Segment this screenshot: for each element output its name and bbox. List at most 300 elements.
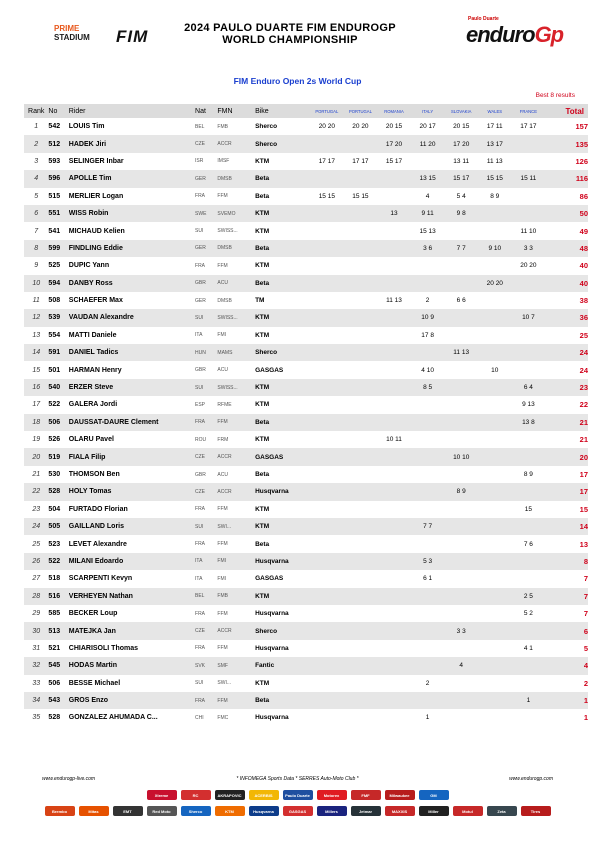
results-table xyxy=(24,104,588,727)
rider-number: 528 xyxy=(48,714,61,722)
event-points xyxy=(377,414,411,431)
total-points: 126 xyxy=(575,156,588,166)
federation: FFM xyxy=(217,610,228,617)
sponsor-logo: Husqvarna xyxy=(249,806,279,816)
event-points xyxy=(344,640,378,657)
total-points: 49 xyxy=(579,226,588,236)
bike-brand: KTM xyxy=(255,157,270,165)
rank-cell: 20 xyxy=(24,448,48,465)
col-event: ITALY xyxy=(411,104,445,118)
event-points xyxy=(377,675,411,692)
sponsor-logo: Miller xyxy=(419,806,449,816)
event-points xyxy=(411,605,445,622)
event-points xyxy=(344,501,378,518)
rank-cell: 8 xyxy=(24,240,48,257)
nationality: SWE xyxy=(195,205,217,222)
rank-cell: 24 xyxy=(24,518,48,535)
rider-number: 542 xyxy=(48,123,61,131)
event-points xyxy=(310,170,344,187)
event-points xyxy=(310,275,344,292)
col-event: WALES xyxy=(478,104,512,118)
sponsor-logo: Red Moto xyxy=(147,806,177,816)
event-points xyxy=(512,448,546,465)
event-points xyxy=(310,205,344,222)
federation: FFM xyxy=(217,193,228,200)
event-points xyxy=(444,396,478,413)
total-points: 157 xyxy=(575,122,588,132)
event-points xyxy=(478,640,512,657)
col-nat: Nat xyxy=(195,104,217,118)
event-points xyxy=(478,675,512,692)
event-points xyxy=(377,344,411,361)
sponsor-logo: Paulo Duarte xyxy=(283,790,313,800)
col-event: ROMANIA xyxy=(377,104,411,118)
federation: FMI xyxy=(217,332,227,339)
event-points xyxy=(344,709,378,726)
rider-name: SCHAEFER Max xyxy=(68,297,123,305)
total-points: 7 xyxy=(545,588,588,605)
rank-cell: 26 xyxy=(24,553,48,570)
event-points xyxy=(377,483,411,500)
bike-brand: KTM xyxy=(255,401,270,409)
event-points xyxy=(512,361,546,378)
table-row xyxy=(24,396,588,413)
event-points xyxy=(310,570,344,587)
event-points: 10 7 xyxy=(512,309,546,326)
rider-name: FIALA Filip xyxy=(69,448,195,465)
table-row xyxy=(24,205,588,222)
event-points xyxy=(444,327,478,344)
event-points xyxy=(310,535,344,552)
event-points: 15 15 xyxy=(318,192,335,200)
nationality: SUI xyxy=(195,309,217,326)
event-points xyxy=(344,292,378,309)
rank-cell: 33 xyxy=(32,679,41,687)
event-points xyxy=(310,431,344,448)
table-row xyxy=(24,170,588,187)
event-points xyxy=(444,361,478,378)
event-points xyxy=(310,257,344,274)
event-points xyxy=(512,553,546,570)
table-row xyxy=(24,414,588,431)
table-row xyxy=(24,118,588,135)
event-points xyxy=(478,553,512,570)
event-points xyxy=(411,640,445,657)
total-points: 25 xyxy=(579,330,588,340)
sponsor-logo: AKRAPOVIC xyxy=(215,790,245,800)
rank-cell: 15 xyxy=(32,366,41,374)
event-points xyxy=(377,448,411,465)
event-points: 2 xyxy=(425,297,430,305)
rank-cell: 2 xyxy=(24,135,48,152)
total-points: 40 xyxy=(545,275,588,292)
rank-cell: 30 xyxy=(24,622,48,639)
event-points xyxy=(377,640,411,657)
table-row xyxy=(24,588,588,605)
event-points: 13 11 xyxy=(453,157,470,165)
sponsor-logo: GASGAS xyxy=(283,806,313,816)
fim-logo: FIM xyxy=(116,27,149,46)
event-points: 11 10 xyxy=(520,227,537,235)
total-points: 135 xyxy=(545,135,588,152)
event-points xyxy=(444,535,478,552)
event-points xyxy=(344,240,378,257)
event-points: 7 7 xyxy=(411,518,445,535)
event-points: 9 11 xyxy=(411,205,445,222)
table-row xyxy=(24,309,588,326)
table-header-row xyxy=(24,104,588,118)
event-points xyxy=(444,675,478,692)
event-points xyxy=(444,640,478,657)
col-rank: Rank xyxy=(24,104,48,118)
nationality: ITA xyxy=(195,332,203,339)
event-points: 3 6 xyxy=(411,240,445,257)
event-points xyxy=(478,414,512,431)
rider-number: 513 xyxy=(48,622,68,639)
rider-number: 596 xyxy=(48,170,68,187)
rank-cell: 14 xyxy=(24,344,48,361)
table-row xyxy=(24,483,588,500)
event-points xyxy=(344,344,378,361)
event-points xyxy=(310,361,344,378)
nationality: ISR xyxy=(195,158,204,165)
rank-cell: 27 xyxy=(32,575,41,583)
rank-cell: 12 xyxy=(24,309,48,326)
sponsor-logo: RC xyxy=(181,790,211,800)
rank-cell: 10 xyxy=(24,275,48,292)
event-points xyxy=(411,257,445,274)
event-points xyxy=(444,570,478,587)
event-points xyxy=(344,622,378,639)
sponsor-row-2 xyxy=(30,806,565,816)
federation: SWISS... xyxy=(217,228,238,235)
total-points: 17 xyxy=(545,483,588,500)
rider-name: MERLIER Logan xyxy=(68,192,124,200)
sponsor-strip xyxy=(30,790,565,822)
nationality: GER xyxy=(195,297,206,304)
event-points xyxy=(310,553,344,570)
event-points xyxy=(377,379,411,396)
federation: RFME xyxy=(217,401,232,408)
total-points: 17 xyxy=(579,470,588,479)
event-points xyxy=(344,309,378,326)
event-points xyxy=(377,309,411,326)
event-points xyxy=(444,431,478,448)
rider-name: APOLLE Tim xyxy=(69,170,195,187)
rider-number: 522 xyxy=(48,553,68,570)
sponsor-logo: EMT xyxy=(113,806,143,816)
event-points xyxy=(411,431,445,448)
event-points xyxy=(512,153,546,170)
event-points xyxy=(344,222,378,239)
bike-brand: GASGAS xyxy=(255,575,284,583)
event-points xyxy=(344,675,378,692)
event-points: 15 17 xyxy=(385,157,403,165)
sponsor-logo: Jetmar xyxy=(351,806,381,816)
federation: IMSF xyxy=(217,158,230,165)
event-points xyxy=(478,588,512,605)
event-points: 5 4 xyxy=(456,192,466,200)
total-points: 4 xyxy=(545,657,588,674)
nationality: HUN xyxy=(195,344,217,361)
event-points xyxy=(310,622,344,639)
federation: FFM xyxy=(217,262,228,269)
sponsor-logo: Tires xyxy=(521,806,551,816)
rider-number: 504 xyxy=(48,505,61,513)
rider-number: 591 xyxy=(48,344,68,361)
total-points: 21 xyxy=(545,414,588,431)
endurogp-logo-sponsor: Paulo Duarte xyxy=(468,16,499,22)
rider-number: 541 xyxy=(48,227,61,235)
rider-name: DANBY Ross xyxy=(69,275,195,292)
event-points: 11 13 xyxy=(386,297,402,305)
rider-name: LEVET Alexandre xyxy=(68,540,127,548)
nationality: FRA xyxy=(195,692,217,709)
nationality: SVK xyxy=(195,657,217,674)
event-points xyxy=(377,327,411,344)
rider-number: 522 xyxy=(48,401,61,409)
federation: FFM xyxy=(217,692,255,709)
rider-number: 501 xyxy=(48,366,61,374)
event-points xyxy=(444,501,478,518)
bike-brand: KTM xyxy=(255,227,270,235)
federation: FMI xyxy=(217,575,227,582)
event-points xyxy=(478,622,512,639)
rider-name: VAUDAN Alexandre xyxy=(69,309,195,326)
col-no: No xyxy=(48,104,68,118)
event-points: 4 xyxy=(444,657,478,674)
federation: MAMS xyxy=(217,344,255,361)
event-points: 20 20 xyxy=(478,275,512,292)
bike-brand: Husqvarna xyxy=(255,483,310,500)
event-points xyxy=(310,709,344,726)
rider-name: MATTI Daniele xyxy=(68,331,117,339)
rank-cell: 17 xyxy=(32,401,41,409)
event-points xyxy=(411,466,445,483)
table-row xyxy=(24,466,588,483)
col-event: SLOVAKIA xyxy=(444,104,478,118)
bike-brand: KTM xyxy=(255,679,270,687)
nationality: FRA xyxy=(195,193,206,200)
col-event: FRANCE xyxy=(512,104,546,118)
table-row xyxy=(24,709,588,726)
rider-number: 528 xyxy=(48,483,68,500)
rank-cell: 9 xyxy=(34,262,39,270)
federation: FRM xyxy=(217,436,229,443)
event-points xyxy=(478,692,512,709)
event-points xyxy=(478,605,512,622)
bike-brand: Sherco xyxy=(255,344,310,361)
prime-stadium-logo xyxy=(54,24,106,42)
nationality: FRA xyxy=(195,541,206,548)
event-points xyxy=(512,188,546,205)
event-points: 4 xyxy=(425,192,430,200)
event-points xyxy=(411,344,445,361)
event-points: 2 xyxy=(425,679,430,687)
federation: DMSB xyxy=(217,240,255,257)
rider-name: GONZALEZ AHUMADA C... xyxy=(68,714,158,722)
prime-logo-line1: PRIME xyxy=(54,24,80,33)
rider-name: GROS Enzo xyxy=(69,692,195,709)
table-row xyxy=(24,327,588,344)
event-points xyxy=(344,588,378,605)
event-points xyxy=(444,518,478,535)
event-points xyxy=(344,466,378,483)
table-row xyxy=(24,240,588,257)
event-points: 2 5 xyxy=(512,588,546,605)
rider-name: HODAS Martin xyxy=(69,657,195,674)
sponsor-logo: KTM xyxy=(215,806,245,816)
event-points xyxy=(478,709,512,726)
rank-cell: 19 xyxy=(32,436,41,444)
federation: SWISS... xyxy=(217,309,255,326)
event-points xyxy=(512,675,546,692)
table-row xyxy=(24,379,588,396)
event-points xyxy=(512,135,546,152)
event-points xyxy=(310,605,344,622)
sponsor-logo: Motul xyxy=(453,806,483,816)
event-points xyxy=(478,466,512,483)
event-points xyxy=(411,414,445,431)
event-points xyxy=(344,379,378,396)
bike-brand: Sherco xyxy=(255,123,278,131)
event-points xyxy=(512,570,546,587)
federation: FFM xyxy=(217,645,228,652)
event-points: 20 17 xyxy=(419,123,436,131)
event-points xyxy=(478,448,512,465)
event-points xyxy=(444,257,478,274)
event-points: 6 1 xyxy=(423,575,433,583)
total-points: 24 xyxy=(545,344,588,361)
event-points: 13 17 xyxy=(478,135,512,152)
bike-brand: KTM xyxy=(255,309,310,326)
event-points: 13 15 xyxy=(411,170,445,187)
federation: FMB xyxy=(217,123,228,130)
event-points: 9 13 xyxy=(522,401,535,409)
event-points: 6 6 xyxy=(456,297,466,305)
event-points: 11 13 xyxy=(486,157,503,165)
event-points xyxy=(478,570,512,587)
event-points: 6 4 xyxy=(512,379,546,396)
rider-name: BECKER Loup xyxy=(68,610,118,618)
rank-cell: 25 xyxy=(32,540,41,548)
rider-number: 512 xyxy=(48,135,68,152)
nationality: ITA xyxy=(195,575,203,582)
event-points xyxy=(478,257,512,274)
event-points xyxy=(310,327,344,344)
bike-brand: KTM xyxy=(255,205,310,222)
nationality: FRA xyxy=(195,414,217,431)
bike-brand: Beta xyxy=(255,692,310,709)
event-points xyxy=(512,518,546,535)
rider-name: HADEK Jiri xyxy=(69,135,195,152)
event-points xyxy=(478,518,512,535)
federation: DMSB xyxy=(217,170,255,187)
sponsor-logo: Mitas xyxy=(79,806,109,816)
total-points: 50 xyxy=(545,205,588,222)
sponsor-logo: MAXXIS xyxy=(385,806,415,816)
event-points: 17 11 xyxy=(486,123,503,131)
event-points xyxy=(344,396,378,413)
sponsor-logo: Brembo xyxy=(45,806,75,816)
total-points: 23 xyxy=(545,379,588,396)
rank-cell: 5 xyxy=(34,192,39,200)
rider-number: 515 xyxy=(48,192,61,200)
rider-number: 526 xyxy=(48,436,61,444)
rider-name: CHIARISOLI Thomas xyxy=(68,644,139,652)
bike-brand: Sherco xyxy=(255,622,310,639)
federation: ACCR xyxy=(217,483,255,500)
rider-number: 539 xyxy=(48,309,68,326)
table-row xyxy=(24,518,588,535)
sponsor-row-1 xyxy=(30,790,565,800)
header xyxy=(0,0,595,62)
event-points: 4 1 xyxy=(523,644,533,652)
bike-brand: KTM xyxy=(255,505,270,513)
rider-number: 508 xyxy=(48,297,61,305)
rank-cell: 32 xyxy=(24,657,48,674)
event-points xyxy=(377,570,411,587)
event-points xyxy=(478,222,512,239)
rider-name: BESSE Michael xyxy=(68,679,121,687)
table-row xyxy=(24,188,588,205)
event-points xyxy=(344,414,378,431)
event-points: 20 15 xyxy=(453,123,470,131)
nationality: FRA xyxy=(195,645,206,652)
event-points: 3 3 xyxy=(444,622,478,639)
event-points xyxy=(411,448,445,465)
total-points: 20 xyxy=(545,448,588,465)
nationality: FRA xyxy=(195,610,206,617)
event-points xyxy=(310,588,344,605)
event-points xyxy=(377,588,411,605)
event-points xyxy=(310,448,344,465)
col-total: Total xyxy=(545,104,588,118)
event-points xyxy=(377,188,411,205)
table-row xyxy=(24,344,588,361)
table-row xyxy=(24,570,588,587)
footer-credits: * INFOMEGA Sports Data * SERRES Auto-Moto Club * xyxy=(236,776,359,782)
col-event: PORTUGAL xyxy=(344,104,378,118)
event-points: 20 20 xyxy=(520,262,537,270)
event-points xyxy=(310,640,344,657)
nationality: GER xyxy=(195,240,217,257)
event-points: 1 xyxy=(425,714,430,722)
rider-name: FINDLING Eddie xyxy=(69,240,195,257)
nationality: ESP xyxy=(195,401,206,408)
table-row xyxy=(24,222,588,239)
event-points xyxy=(444,222,478,239)
event-points: 11 20 xyxy=(411,135,445,152)
event-points: 11 13 xyxy=(444,344,478,361)
federation: ACU xyxy=(217,275,255,292)
sponsor-logo: FMF xyxy=(351,790,381,800)
event-points: 17 20 xyxy=(444,135,478,152)
event-points xyxy=(310,675,344,692)
rank-cell: 7 xyxy=(34,227,39,235)
event-points xyxy=(377,553,411,570)
sponsor-logo: Millers xyxy=(317,806,347,816)
nationality: CZE xyxy=(195,448,217,465)
event-points xyxy=(411,501,445,518)
table-row xyxy=(24,622,588,639)
event-points xyxy=(478,657,512,674)
total-points: 48 xyxy=(545,240,588,257)
event-points: 13 xyxy=(377,205,411,222)
bike-brand: Fantic xyxy=(255,657,310,674)
event-points xyxy=(444,309,478,326)
event-points xyxy=(344,553,378,570)
